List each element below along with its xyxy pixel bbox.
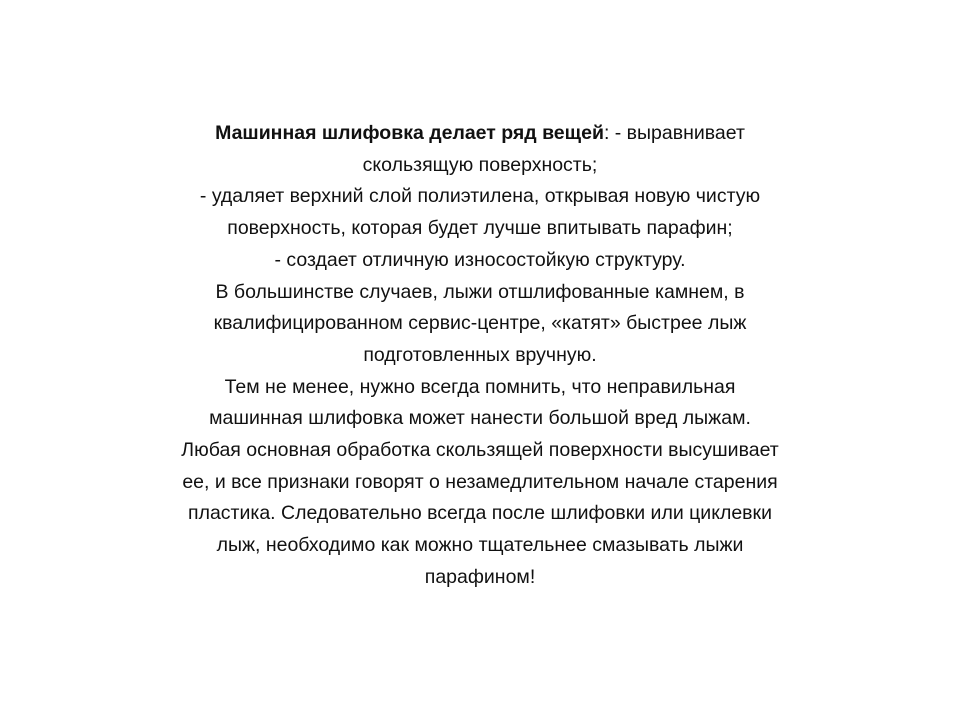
text-line: скользящую поверхность; [362,153,598,176]
text-line: В большинстве случаев, лыжи отшлифованные камнем, в [215,280,745,303]
text-line: поверхность, которая будет лучше впитывать парафин; [227,217,733,240]
text-line-heading [118,118,842,150]
text-line: машинная шлифовка может нанести большой вред лыжам. [209,407,751,430]
text-line: Любая основная обработка скользящей поверхности высушивает [181,439,779,462]
text-line: лыж, необходимо как можно тщательнее смазывать лыжи [216,534,744,557]
text-line: ее, и все признаки говорят о незамедлительном начале старения [182,470,778,493]
text-line: Тем не менее, нужно всегда помнить, что неправильная [224,375,736,398]
slide-text [118,118,842,594]
text-line: подготовленных вручную. [363,343,597,366]
text-line: - удаляет верхний слой полиэтилена, открывая новую чистую [199,185,761,208]
text-line: квалифицированном сервис-центре, «катят» быстрее лыж [213,312,747,335]
text-line: пластика. Следовательно всегда после шлифовки или циклевки [188,502,772,525]
text-line: парафином! [424,565,536,588]
heading-bold: Машинная шлифовка делает ряд вещей [215,122,604,144]
text-line: - создает отличную износостойкую структуру. [274,248,686,271]
heading-rest: : - выравнивает [603,122,745,144]
